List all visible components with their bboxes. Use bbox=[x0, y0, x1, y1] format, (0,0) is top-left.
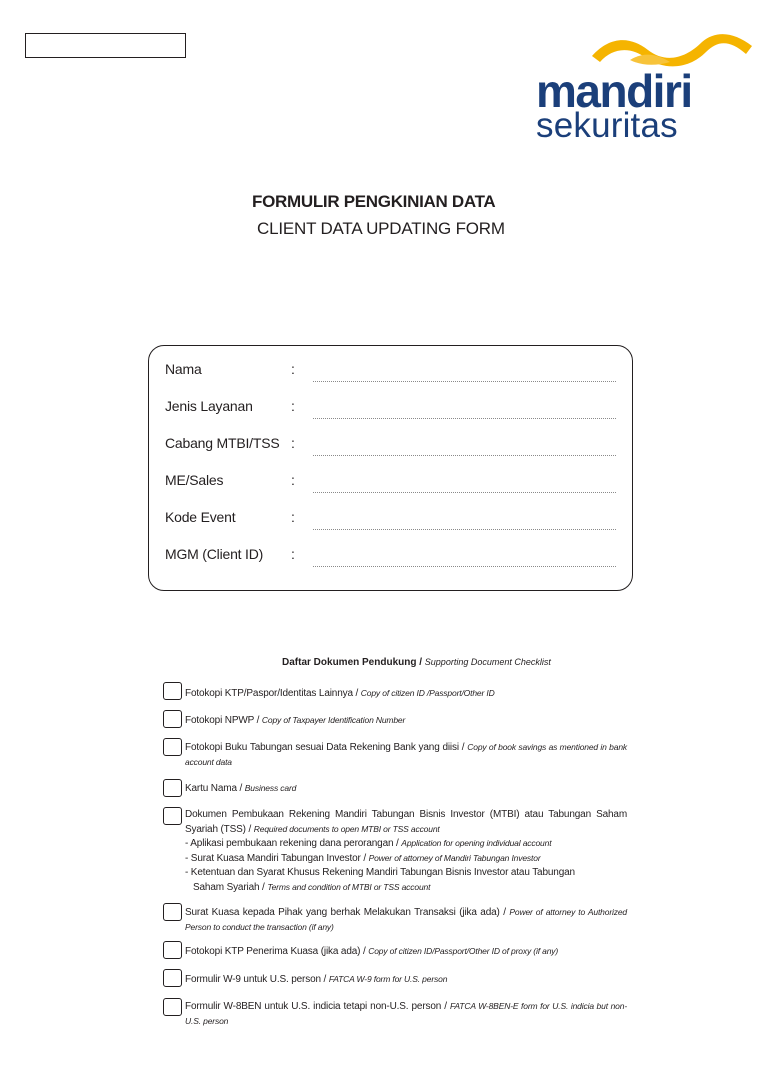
field-colon: : bbox=[291, 546, 295, 562]
kode-event-input-line[interactable] bbox=[313, 529, 616, 530]
field-label: Cabang MTBI/TSS bbox=[165, 435, 280, 451]
form-subtitle: CLIENT DATA UPDATING FORM bbox=[257, 219, 505, 238]
subitem-text-en: Power of attorney of Mandiri Tabungan Investor bbox=[368, 853, 541, 863]
item-text: Kartu Nama / bbox=[185, 783, 243, 794]
field-jenis-layanan bbox=[165, 398, 625, 418]
item-text-en: Required documents to open MTBI or TSS account bbox=[253, 824, 440, 834]
logo-wave-icon bbox=[530, 28, 760, 68]
checklist-item bbox=[185, 972, 627, 987]
item-text-en: Copy of book savings as mentioned in bank account data bbox=[185, 742, 627, 767]
checklist-title bbox=[282, 657, 551, 668]
subitem-text-en: Terms and condition of MTBI or TSS account bbox=[267, 882, 431, 892]
subitem-text: - Surat Kuasa Mandiri Tabungan Investor / bbox=[185, 853, 366, 864]
item-text: Fotokopi Buku Tabungan sesuai Data Rekening Bank yang diisi / bbox=[185, 742, 465, 753]
field-colon: : bbox=[291, 472, 295, 488]
form-title: FORMULIR PENGKINIAN DATA bbox=[252, 192, 496, 211]
field-label: ME/Sales bbox=[165, 472, 224, 488]
item-text-en: Power of attorney to Authorized Person to conduct the transaction (if any) bbox=[185, 907, 627, 932]
checklist-item bbox=[185, 808, 627, 837]
subitem bbox=[185, 880, 627, 895]
item-text-en: FATCA W-8BEN-E form for U.S. indicia but non-U.S. person bbox=[185, 1001, 627, 1026]
checklist-title-id: Daftar Dokumen Pendukung / bbox=[282, 657, 423, 668]
logo-text-sekuritas: sekuritas bbox=[536, 106, 678, 145]
field-label: Jenis Layanan bbox=[165, 398, 253, 414]
item-text-en: FATCA W-9 form for U.S. person bbox=[328, 974, 448, 984]
field-colon: : bbox=[291, 361, 295, 377]
field-label: Nama bbox=[165, 361, 202, 377]
nama-input-line[interactable] bbox=[313, 381, 616, 382]
checkbox-npwp[interactable] bbox=[163, 710, 182, 728]
item-text-en: Copy of citizen ID/Passport/Other ID of proxy (if any) bbox=[368, 946, 559, 956]
checkbox-surat-kuasa[interactable] bbox=[163, 903, 182, 921]
checklist-item bbox=[185, 999, 627, 1029]
field-mgm-client-id bbox=[165, 546, 625, 566]
subitem-text: Saham Syariah / bbox=[193, 882, 265, 893]
field-me-sales bbox=[165, 472, 625, 492]
checklist-title-en: Supporting Document Checklist bbox=[424, 657, 551, 667]
checkbox-w8ben[interactable] bbox=[163, 998, 182, 1016]
field-colon: : bbox=[291, 509, 295, 525]
subitem bbox=[185, 836, 627, 851]
checklist-subitems bbox=[185, 836, 627, 895]
field-kode-event bbox=[165, 509, 625, 529]
checkbox-dokumen-pembukaan[interactable] bbox=[163, 807, 182, 825]
reference-number-box[interactable] bbox=[25, 33, 186, 58]
item-text: Fotokopi NPWP / bbox=[185, 715, 260, 726]
checkbox-kartu-nama[interactable] bbox=[163, 779, 182, 797]
checklist-item bbox=[185, 781, 627, 796]
field-nama bbox=[165, 361, 625, 381]
checklist-item bbox=[185, 740, 627, 770]
subitem bbox=[185, 851, 627, 866]
subitem-text: - Aplikasi pembukaan rekening dana perorangan / bbox=[185, 838, 399, 849]
subitem-text: - Ketentuan dan Syarat Khusus Rekening Mandiri Tabungan Bisnis Investor atau Tabungan bbox=[185, 867, 575, 878]
item-text-en: Copy of Taxpayer Identification Number bbox=[261, 715, 406, 725]
subitem-text-en: Application for opening individual account bbox=[401, 838, 552, 848]
checklist-item bbox=[185, 713, 627, 728]
field-label: MGM (Client ID) bbox=[165, 546, 264, 562]
field-cabang bbox=[165, 435, 625, 455]
checkbox-buku-tabungan[interactable] bbox=[163, 738, 182, 756]
field-colon: : bbox=[291, 398, 295, 414]
item-text: Formulir W-9 untuk U.S. person / bbox=[185, 974, 327, 985]
checklist-item bbox=[185, 944, 627, 959]
jenis-layanan-input-line[interactable] bbox=[313, 418, 616, 419]
item-text: Fotokopi KTP Penerima Kuasa (jika ada) / bbox=[185, 946, 366, 957]
mgm-input-line[interactable] bbox=[313, 566, 616, 567]
checklist-item bbox=[185, 905, 627, 935]
checkbox-w9[interactable] bbox=[163, 969, 182, 987]
item-text: Fotokopi KTP/Paspor/Identitas Lainnya / bbox=[185, 688, 359, 699]
cabang-input-line[interactable] bbox=[313, 455, 616, 456]
item-text: Dokumen Pembukaan Rekening Mandiri Tabungan Bisnis Investor (MTBI) atau Tabungan Saham Syariah (TSS) / bbox=[185, 809, 627, 835]
item-text: Surat Kuasa kepada Pihak yang berhak Melakukan Transaksi (jika ada) / bbox=[185, 907, 506, 918]
mandiri-sekuritas-logo bbox=[530, 28, 760, 143]
checkbox-ktp-penerima-kuasa[interactable] bbox=[163, 941, 182, 959]
checkbox-ktp[interactable] bbox=[163, 682, 182, 700]
item-text-en: Copy of citizen ID /Passport/Other ID bbox=[360, 688, 495, 698]
checklist-item bbox=[185, 686, 627, 701]
subitem bbox=[185, 866, 627, 880]
field-colon: : bbox=[291, 435, 295, 451]
logo-text-mandiri: mandiri bbox=[536, 65, 692, 117]
item-text-en: Business card bbox=[244, 783, 297, 793]
item-text: Formulir W-8BEN untuk U.S. indicia tetapi non-U.S. person / bbox=[185, 1001, 447, 1012]
me-sales-input-line[interactable] bbox=[313, 492, 616, 493]
field-label: Kode Event bbox=[165, 509, 236, 525]
